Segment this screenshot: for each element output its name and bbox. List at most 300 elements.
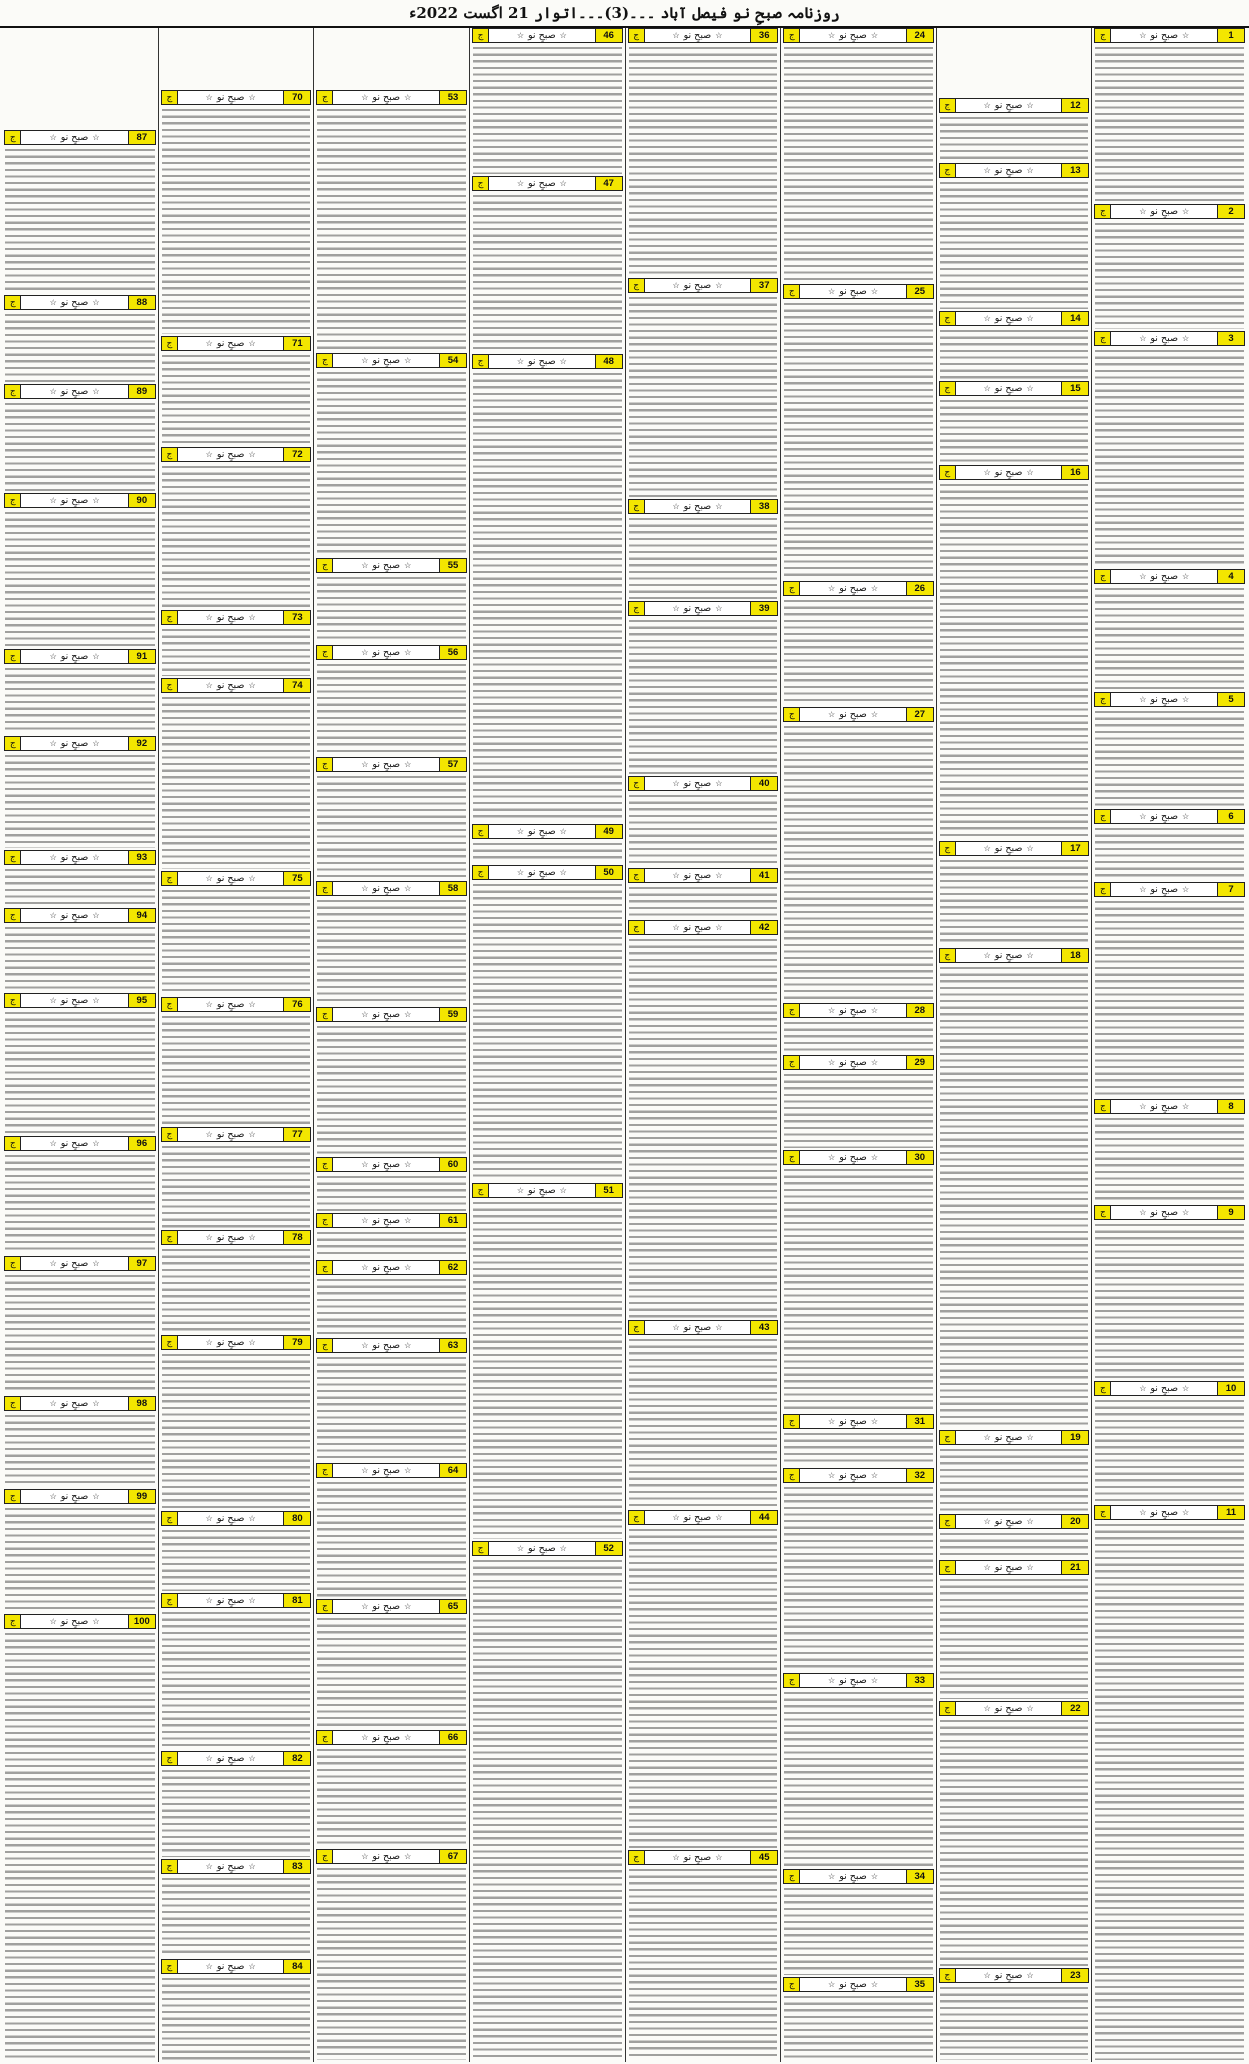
- brand-label: [956, 1516, 1062, 1527]
- tag-badge: ج: [1095, 693, 1111, 706]
- news-item: [937, 163, 1092, 311]
- star-icon: ☆: [715, 1513, 723, 1522]
- star-icon: ☆: [672, 779, 680, 788]
- star-icon: ☆: [361, 1733, 369, 1742]
- brand-label: [489, 30, 595, 41]
- news-item: [159, 90, 314, 336]
- item-number-badge: 28: [906, 1004, 933, 1017]
- news-item-header: [939, 1968, 1090, 1983]
- star-icon: ☆: [92, 1139, 100, 1148]
- item-number-badge: 39: [750, 602, 777, 615]
- item-number-badge: 47: [595, 177, 622, 190]
- tag-badge: ج: [473, 355, 489, 368]
- star-icon: ☆: [49, 496, 57, 505]
- brand-label: [333, 1215, 439, 1226]
- news-item-header: [316, 645, 467, 660]
- star-icon: ☆: [1182, 695, 1190, 704]
- tag-badge: ج: [473, 29, 489, 42]
- star-icon: ☆: [248, 1233, 256, 1242]
- brand-name: صبحِ نو: [60, 1138, 89, 1149]
- news-item-header: [628, 601, 779, 616]
- item-number-badge: 45: [750, 1851, 777, 1864]
- tag-badge: ج: [940, 466, 956, 479]
- brand-name: صبحِ نو: [372, 355, 401, 366]
- item-number-badge: 98: [128, 1397, 155, 1410]
- brand-label: [178, 449, 284, 460]
- star-icon: ☆: [404, 1216, 412, 1225]
- tag-badge: ج: [317, 1158, 333, 1171]
- tag-badge: ج: [940, 1561, 956, 1574]
- item-number-badge: 62: [439, 1261, 466, 1274]
- brand-name: صبحِ نو: [683, 603, 712, 614]
- brand-name: صبحِ نو: [839, 1979, 867, 1990]
- item-number-badge: 71: [283, 337, 310, 350]
- news-item-header: [4, 1489, 156, 1504]
- tag-badge: ج: [1095, 1100, 1111, 1113]
- news-item-header: [939, 1430, 1090, 1445]
- news-item: [470, 354, 625, 824]
- news-item-header: [628, 920, 779, 935]
- star-icon: ☆: [248, 93, 256, 102]
- star-icon: ☆: [49, 911, 57, 920]
- news-item: [781, 1468, 936, 1673]
- article-text-block: [5, 1010, 155, 1134]
- star-icon: ☆: [248, 1862, 256, 1871]
- news-item: [626, 776, 781, 868]
- tag-badge: ج: [784, 1469, 800, 1482]
- article-text-block: [940, 482, 1089, 839]
- news-item: [1092, 1205, 1247, 1381]
- star-icon: ☆: [248, 1596, 256, 1605]
- news-item: [937, 381, 1092, 465]
- brand-label: [178, 1337, 284, 1348]
- tag-badge: ج: [5, 1257, 21, 1270]
- star-icon: ☆: [404, 1852, 412, 1861]
- brand-label: [1111, 811, 1217, 822]
- tag-badge: ج: [162, 448, 178, 461]
- star-icon: ☆: [983, 1971, 991, 1980]
- news-item-header: [783, 581, 934, 596]
- brand-label: [800, 1005, 906, 1016]
- news-item: [781, 1869, 936, 1977]
- item-number-badge: 22: [1061, 1702, 1088, 1715]
- item-number-badge: 19: [1061, 1431, 1088, 1444]
- tag-badge: ج: [162, 679, 178, 692]
- brand-name: صبحِ نو: [372, 1601, 401, 1612]
- item-number-badge: 32: [906, 1469, 933, 1482]
- news-item: [314, 757, 469, 881]
- brand-name: صبحِ نو: [1150, 811, 1179, 822]
- item-number-badge: 99: [128, 1490, 155, 1503]
- item-number-badge: 41: [750, 869, 777, 882]
- news-item-header: [4, 1136, 156, 1151]
- news-item: [470, 824, 625, 865]
- article-text-block: [5, 867, 155, 906]
- brand-name: صبحِ نو: [60, 1258, 89, 1269]
- news-item-header: [628, 28, 779, 43]
- brand-name: صبحِ نو: [683, 1322, 712, 1333]
- brand-label: [21, 1491, 128, 1502]
- news-item: [314, 558, 469, 645]
- item-number-badge: 46: [595, 29, 622, 42]
- news-item: [1092, 882, 1247, 1099]
- article-text-block: [1095, 1522, 1244, 2060]
- news-item: [159, 447, 314, 610]
- news-item-header: [783, 28, 934, 43]
- tag-badge: ج: [317, 1600, 333, 1613]
- brand-label: [645, 1852, 751, 1863]
- tag-badge: ج: [317, 1850, 333, 1863]
- article-text-block: [162, 1976, 311, 2060]
- news-item: [314, 1463, 469, 1599]
- article-text-block: [1095, 348, 1244, 567]
- star-icon: ☆: [715, 1853, 723, 1862]
- brand-name: صبحِ نو: [1150, 884, 1179, 895]
- item-number-badge: 21: [1061, 1561, 1088, 1574]
- brand-label: [21, 1398, 128, 1409]
- news-column: [469, 28, 625, 2062]
- star-icon: ☆: [1139, 1384, 1147, 1393]
- news-item-header: [161, 1230, 312, 1245]
- star-icon: ☆: [983, 844, 991, 853]
- tag-badge: ج: [940, 164, 956, 177]
- brand-label: [489, 867, 595, 878]
- news-item-header: [316, 1463, 467, 1478]
- news-item-header: [783, 1977, 934, 1992]
- star-icon: ☆: [870, 1471, 879, 1480]
- item-number-badge: 75: [283, 872, 310, 885]
- star-icon: ☆: [205, 613, 213, 622]
- star-icon: ☆: [1182, 885, 1190, 894]
- brand-name: صبحِ نو: [372, 1465, 401, 1476]
- news-item: [159, 610, 314, 678]
- star-icon: ☆: [361, 93, 369, 102]
- news-item-header: [628, 499, 779, 514]
- tag-badge: ج: [784, 582, 800, 595]
- news-item: [470, 28, 625, 176]
- item-number-badge: 82: [283, 1752, 310, 1765]
- news-item: [626, 1510, 781, 1850]
- article-text-block: [784, 1994, 933, 2060]
- brand-name: صبحِ نو: [839, 583, 867, 594]
- article-text-block: [5, 1413, 155, 1487]
- news-item: [1092, 569, 1247, 692]
- news-item: [2, 493, 158, 649]
- news-item-header: [1094, 1099, 1245, 1114]
- star-icon: ☆: [983, 166, 991, 175]
- item-number-badge: 73: [283, 611, 310, 624]
- news-item: [2, 1256, 158, 1396]
- item-number-badge: 74: [283, 679, 310, 692]
- article-text-block: [317, 1230, 466, 1258]
- tag-badge: ج: [317, 1464, 333, 1477]
- brand-name: صبحِ نو: [528, 1185, 556, 1196]
- article-text-block: [473, 882, 622, 1181]
- star-icon: ☆: [248, 1000, 256, 1009]
- brand-name: صبحِ نو: [683, 1512, 712, 1523]
- tag-badge: ج: [784, 1151, 800, 1164]
- brand-name: صبحِ نو: [528, 1543, 556, 1554]
- tag-badge: ج: [317, 559, 333, 572]
- star-icon: ☆: [870, 1417, 879, 1426]
- star-icon: ☆: [559, 868, 567, 877]
- star-icon: ☆: [559, 179, 567, 188]
- star-icon: ☆: [248, 1130, 256, 1139]
- brand-name: صبحِ نو: [1150, 571, 1179, 582]
- brand-label: [178, 873, 284, 884]
- article-text-block: [940, 180, 1089, 309]
- brand-name: صبحِ نو: [372, 1732, 401, 1743]
- tag-badge: ج: [940, 382, 956, 395]
- brand-name: صبحِ نو: [683, 280, 712, 291]
- brand-label: [21, 1616, 128, 1627]
- brand-name: صبحِ نو: [372, 1009, 401, 1020]
- brand-label: [333, 560, 439, 571]
- news-item-header: [939, 948, 1090, 963]
- item-number-badge: 25: [906, 285, 933, 298]
- news-item: [626, 920, 781, 1320]
- news-column: [313, 28, 469, 2062]
- star-icon: ☆: [1139, 885, 1147, 894]
- news-item-header: [4, 1256, 156, 1271]
- news-item: [314, 1849, 469, 2062]
- brand-label: [800, 1416, 906, 1427]
- tag-badge: ج: [940, 842, 956, 855]
- article-text-block: [317, 1024, 466, 1155]
- brand-name: صبحِ نو: [839, 1152, 867, 1163]
- news-item: [2, 908, 158, 993]
- brand-name: صبحِ نو: [216, 999, 245, 1010]
- brand-name: صبحِ نو: [372, 92, 401, 103]
- star-icon: ☆: [361, 1852, 369, 1861]
- brand-label: [178, 1232, 284, 1243]
- news-item-header: [316, 1599, 467, 1614]
- tag-badge: ج: [940, 1702, 956, 1715]
- brand-label: [1111, 571, 1217, 582]
- star-icon: ☆: [1139, 1102, 1147, 1111]
- star-icon: ☆: [983, 1704, 991, 1713]
- star-icon: ☆: [516, 1186, 525, 1195]
- star-icon: ☆: [828, 1153, 836, 1162]
- star-icon: ☆: [516, 868, 525, 877]
- tag-badge: ج: [784, 708, 800, 721]
- brand-name: صبحِ نو: [839, 30, 867, 41]
- brand-name: صبحِ نو: [216, 1129, 245, 1140]
- news-item-header: [783, 1150, 934, 1165]
- news-item: [470, 865, 625, 1183]
- item-number-badge: 65: [439, 1600, 466, 1613]
- brand-label: [333, 355, 439, 366]
- star-icon: ☆: [983, 384, 991, 393]
- tag-badge: ج: [162, 1336, 178, 1349]
- item-number-badge: 53: [439, 91, 466, 104]
- item-number-badge: 7: [1217, 883, 1244, 896]
- star-icon: ☆: [715, 281, 723, 290]
- news-item: [937, 1968, 1092, 2062]
- star-icon: ☆: [92, 496, 100, 505]
- brand-label: [333, 92, 439, 103]
- brand-label: [489, 178, 595, 189]
- star-icon: ☆: [983, 101, 991, 110]
- brand-label: [21, 132, 128, 143]
- brand-name: صبحِ نو: [216, 1595, 245, 1606]
- item-number-badge: 97: [128, 1257, 155, 1270]
- tag-badge: ج: [629, 602, 645, 615]
- news-item: [781, 581, 936, 707]
- news-item: [1092, 809, 1247, 882]
- news-item-header: [161, 997, 312, 1012]
- brand-name: صبحِ نو: [216, 1753, 245, 1764]
- news-item: [2, 1489, 158, 1614]
- tag-badge: ج: [473, 1542, 489, 1555]
- star-icon: ☆: [92, 911, 100, 920]
- star-icon: ☆: [715, 604, 723, 613]
- star-icon: ☆: [1182, 1102, 1190, 1111]
- news-item: [2, 1136, 158, 1256]
- news-item-header: [628, 776, 779, 791]
- item-number-badge: 38: [750, 500, 777, 513]
- brand-name: صبحِ نو: [60, 132, 89, 143]
- news-item-header: [316, 1157, 467, 1172]
- star-icon: ☆: [828, 1006, 836, 1015]
- star-icon: ☆: [205, 1233, 213, 1242]
- item-number-badge: 76: [283, 998, 310, 1011]
- article-text-block: [162, 1528, 311, 1591]
- news-item-header: [472, 1541, 623, 1556]
- article-text-block: [784, 1886, 933, 1975]
- tag-badge: ج: [473, 177, 489, 190]
- star-icon: ☆: [248, 681, 256, 690]
- tag-badge: ج: [1095, 205, 1111, 218]
- brand-name: صبحِ نو: [839, 286, 867, 297]
- brand-label: [800, 1871, 906, 1882]
- brand-label: [645, 870, 751, 881]
- article-text-block: [940, 1531, 1089, 1558]
- star-icon: ☆: [715, 779, 723, 788]
- article-text-block: [629, 1867, 778, 2060]
- brand-label: [21, 852, 128, 863]
- brand-label: [956, 1703, 1062, 1714]
- brand-label: [333, 1340, 439, 1351]
- item-number-badge: 55: [439, 559, 466, 572]
- item-number-badge: 5: [1217, 693, 1244, 706]
- brand-label: [645, 501, 751, 512]
- brand-name: صبحِ نو: [216, 680, 245, 691]
- item-number-badge: 17: [1061, 842, 1088, 855]
- brand-label: [1111, 333, 1217, 344]
- news-item-header: [316, 558, 467, 573]
- tag-badge: ج: [629, 869, 645, 882]
- news-item-header: [939, 311, 1090, 326]
- news-item-header: [783, 1414, 934, 1429]
- brand-name: صبحِ نو: [839, 1871, 867, 1882]
- news-item: [314, 881, 469, 1007]
- news-item-header: [4, 736, 156, 751]
- star-icon: ☆: [404, 1010, 412, 1019]
- article-text-block: [629, 516, 778, 599]
- item-number-badge: 96: [128, 1137, 155, 1150]
- tag-badge: ج: [5, 131, 21, 144]
- item-number-badge: 15: [1061, 382, 1088, 395]
- article-text-block: [940, 328, 1089, 379]
- star-icon: ☆: [672, 502, 680, 511]
- star-icon: ☆: [1026, 951, 1034, 960]
- brand-label: [178, 1861, 284, 1872]
- brand-name: صبحِ نو: [372, 647, 401, 658]
- article-text-block: [473, 1200, 622, 1539]
- star-icon: ☆: [559, 357, 567, 366]
- star-icon: ☆: [828, 1058, 836, 1067]
- news-item: [159, 871, 314, 997]
- article-text-block: [629, 618, 778, 774]
- news-item: [2, 130, 158, 295]
- item-number-badge: 77: [283, 1128, 310, 1141]
- news-item: [2, 736, 158, 850]
- item-number-badge: 35: [906, 1978, 933, 1991]
- item-number-badge: 3: [1217, 332, 1244, 345]
- star-icon: ☆: [828, 287, 836, 296]
- item-number-badge: 94: [128, 909, 155, 922]
- brand-label: [178, 1129, 284, 1140]
- news-item: [1092, 1381, 1247, 1505]
- item-number-badge: 16: [1061, 466, 1088, 479]
- item-number-badge: 70: [283, 91, 310, 104]
- brand-label: [645, 922, 751, 933]
- item-number-badge: 91: [128, 650, 155, 663]
- brand-name: صبحِ نو: [683, 870, 712, 881]
- tag-badge: ج: [162, 1512, 178, 1525]
- tag-badge: ج: [5, 737, 21, 750]
- news-item-header: [316, 353, 467, 368]
- tag-badge: ج: [784, 29, 800, 42]
- star-icon: ☆: [983, 1563, 991, 1572]
- news-item-header: [161, 1127, 312, 1142]
- tag-badge: ج: [5, 1615, 21, 1628]
- item-number-badge: 30: [906, 1151, 933, 1164]
- news-item-header: [472, 28, 623, 43]
- brand-name: صبحِ نو: [372, 1159, 401, 1170]
- news-item: [937, 841, 1092, 948]
- star-icon: ☆: [1026, 1563, 1034, 1572]
- brand-label: [956, 950, 1062, 961]
- news-item: [1092, 692, 1247, 809]
- star-icon: ☆: [1182, 1208, 1190, 1217]
- article-text-block: [784, 724, 933, 1001]
- star-icon: ☆: [715, 502, 723, 511]
- star-icon: ☆: [205, 1962, 213, 1971]
- article-text-block: [317, 370, 466, 556]
- item-number-badge: 40: [750, 777, 777, 790]
- tag-badge: ج: [784, 1056, 800, 1069]
- news-item-header: [316, 1260, 467, 1275]
- article-text-block: [473, 193, 622, 352]
- item-number-badge: 23: [1061, 1969, 1088, 1982]
- tag-badge: ج: [162, 91, 178, 104]
- tag-badge: ج: [629, 279, 645, 292]
- tag-badge: ج: [5, 296, 21, 309]
- star-icon: ☆: [983, 1433, 991, 1442]
- article-text-block: [940, 115, 1089, 161]
- news-item-header: [161, 336, 312, 351]
- brand-label: [21, 910, 128, 921]
- brand-label: [956, 843, 1062, 854]
- news-item-header: [161, 1511, 312, 1526]
- tag-badge: ج: [162, 1128, 178, 1141]
- item-number-badge: 37: [750, 279, 777, 292]
- news-column: [625, 28, 781, 2062]
- star-icon: ☆: [1026, 101, 1034, 110]
- news-item-header: [4, 1614, 156, 1629]
